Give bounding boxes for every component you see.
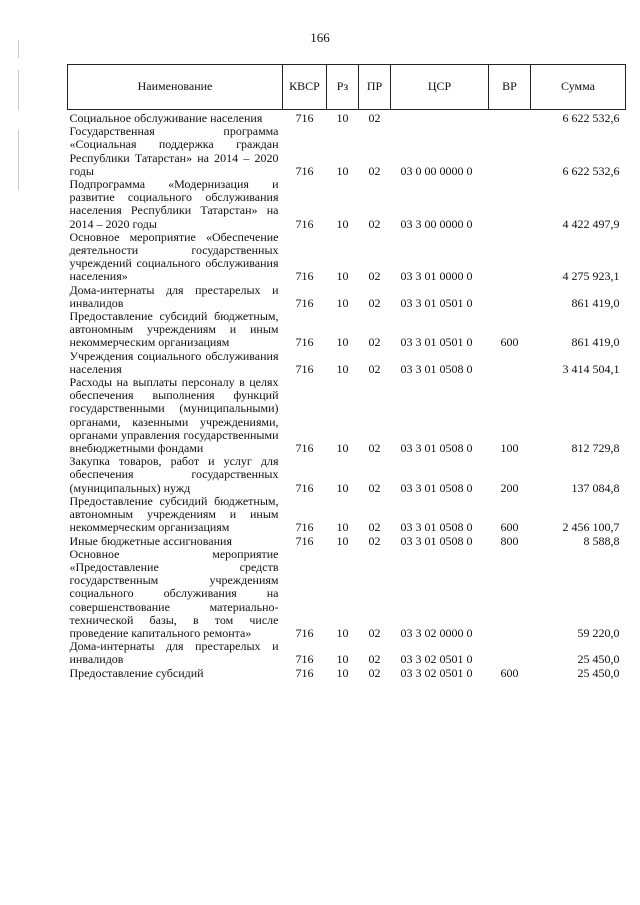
scan-mark xyxy=(18,130,19,190)
row-rz-cell: 10 xyxy=(336,625,349,640)
row-kvsr-cell: 716 xyxy=(295,520,314,535)
header-name: Наименование xyxy=(68,65,283,110)
table-row xyxy=(68,548,626,640)
row-rz-cell: 10 xyxy=(336,520,349,535)
row-sum-cell: 59 220,0 xyxy=(577,625,620,640)
row-name-cell: Социальное обслуживание населения xyxy=(69,111,263,125)
row-kvsr-cell: 716 xyxy=(295,163,314,178)
row-vr-cell xyxy=(489,640,531,666)
row-name-cell: Иные бюджетные ассигнования xyxy=(69,533,232,548)
row-csr-cell: 03 3 01 0508 0 xyxy=(400,533,473,548)
header-kvsr: КВСР xyxy=(283,65,327,110)
row-pr-cell: 02 xyxy=(368,269,381,284)
row-name-cell: Основное мероприятие «Обеспечение деятельности государственных учреждений социального обслуживания населения» xyxy=(69,229,279,284)
row-rz-cell: 10 xyxy=(336,480,349,495)
row-name-cell: Предоставление субсидий бюджетным, автономным учреждениям и иным некоммерческим организациям xyxy=(69,309,279,350)
row-sum-cell: 4 275 923,1 xyxy=(562,269,620,284)
row-csr-cell: 03 3 01 0508 0 xyxy=(400,520,473,535)
budget-table xyxy=(67,64,626,680)
row-kvsr-cell: 716 xyxy=(295,665,314,680)
row-kvsr-cell: 716 xyxy=(295,111,314,125)
row-name-cell: Закупка товаров, работ и услуг для обеспечения государственных (муниципальных) нужд xyxy=(69,454,279,495)
row-kvsr-cell: 716 xyxy=(295,441,314,456)
row-pr-cell: 02 xyxy=(368,625,381,640)
row-pr-cell: 02 xyxy=(368,480,381,495)
row-csr-cell: 03 3 01 0501 0 xyxy=(400,335,473,350)
row-rz-cell: 10 xyxy=(336,361,349,376)
row-pr-cell: 02 xyxy=(368,533,381,548)
row-vr-cell xyxy=(489,350,531,376)
row-vr-cell: 600 xyxy=(500,335,519,350)
row-pr-cell: 02 xyxy=(368,665,381,680)
row-pr-cell: 02 xyxy=(368,652,381,667)
row-vr-cell xyxy=(489,110,531,126)
row-pr-cell: 02 xyxy=(368,163,381,178)
row-vr-cell xyxy=(489,178,531,231)
row-name-cell: Учреждения социального обслуживания населения xyxy=(69,348,279,376)
row-sum-cell: 137 084,8 xyxy=(571,480,620,495)
row-csr-cell xyxy=(391,110,489,126)
row-sum-cell: 6 622 532,6 xyxy=(562,163,620,178)
row-csr-cell: 03 3 01 0000 0 xyxy=(400,269,473,284)
row-pr-cell: 02 xyxy=(368,216,381,231)
row-rz-cell: 10 xyxy=(336,163,349,178)
header-sum: Сумма xyxy=(531,65,626,110)
table-row xyxy=(68,310,626,350)
table-row xyxy=(68,535,626,548)
header-vr: ВР xyxy=(489,65,531,110)
row-rz-cell: 10 xyxy=(336,533,349,548)
row-vr-cell xyxy=(489,231,531,284)
row-sum-cell: 8 588,8 xyxy=(583,533,620,548)
row-name-cell: Расходы на выплаты персоналу в целях обеспечения выполнения функций государственными (муниципальными) органами, казенными учреждениями, органами управления государственными внебюджетными фондами xyxy=(69,375,279,456)
row-sum-cell: 861 419,0 xyxy=(571,295,620,310)
row-kvsr-cell: 716 xyxy=(295,216,314,231)
row-sum-cell: 812 729,8 xyxy=(571,441,620,456)
row-name-cell: Дома-интернаты для престарелых и инвалидов xyxy=(69,639,279,667)
row-rz-cell: 10 xyxy=(336,441,349,456)
row-csr-cell: 03 3 02 0501 0 xyxy=(400,665,473,680)
row-kvsr-cell: 716 xyxy=(295,625,314,640)
row-name-cell: Подпрограмма «Модернизация и развитие социального обслуживания населения Республики Татарстан» на 2014 – 2020 годы xyxy=(69,177,279,231)
row-pr-cell: 02 xyxy=(368,520,381,535)
row-sum-cell: 3 414 504,1 xyxy=(562,361,620,376)
row-csr-cell: 03 3 02 0501 0 xyxy=(400,652,473,667)
row-sum-cell: 6 622 532,6 xyxy=(562,111,620,125)
row-rz-cell: 10 xyxy=(336,216,349,231)
row-pr-cell: 02 xyxy=(368,441,381,456)
table-row xyxy=(68,350,626,376)
row-pr-cell: 02 xyxy=(368,111,381,125)
row-rz-cell: 10 xyxy=(336,665,349,680)
row-kvsr-cell: 716 xyxy=(295,652,314,667)
row-name-cell: Основное мероприятие «Предоставление средств государственным учреждениям социального обслуживания на совершенствование материально-технической базы, в том числе проведение капитального ремонта» xyxy=(69,546,279,640)
scan-mark xyxy=(18,40,19,58)
header-csr: ЦСР xyxy=(391,65,489,110)
row-vr-cell: 800 xyxy=(500,533,519,548)
row-csr-cell: 03 3 01 0508 0 xyxy=(400,480,473,495)
row-name-cell: Государственная программа «Социальная поддержка граждан Республики Татарстан» на 2014 – 2020 годы xyxy=(69,124,279,178)
row-name-cell: Предоставление субсидий бюджетным, автономным учреждениям и иным некоммерческим организациям xyxy=(69,493,279,535)
row-vr-cell xyxy=(489,548,531,640)
page-number: 166 xyxy=(310,30,330,45)
row-vr-cell: 600 xyxy=(500,520,519,535)
header-pr: ПР xyxy=(359,65,391,110)
table-row xyxy=(68,231,626,284)
row-sum-cell: 861 419,0 xyxy=(571,335,620,350)
row-kvsr-cell: 716 xyxy=(295,533,314,548)
row-pr-cell: 02 xyxy=(368,295,381,310)
table-row xyxy=(68,376,626,455)
row-kvsr-cell: 716 xyxy=(295,295,314,310)
row-vr-cell: 200 xyxy=(500,480,519,495)
row-kvsr-cell: 716 xyxy=(295,335,314,350)
row-rz-cell: 10 xyxy=(336,335,349,350)
table-header-row xyxy=(68,65,626,110)
row-vr-cell: 600 xyxy=(500,665,519,680)
row-name-cell: Предоставление субсидий xyxy=(69,665,204,680)
row-csr-cell: 03 3 01 0501 0 xyxy=(400,295,473,310)
row-vr-cell: 100 xyxy=(500,441,519,456)
table-row xyxy=(68,455,626,495)
row-vr-cell xyxy=(489,284,531,310)
row-csr-cell: 03 3 01 0508 0 xyxy=(400,361,473,376)
scan-mark xyxy=(18,70,19,110)
row-rz-cell: 10 xyxy=(336,652,349,667)
table-row xyxy=(68,110,626,126)
header-rz: Рз xyxy=(327,65,359,110)
table-row xyxy=(68,178,626,231)
row-kvsr-cell: 716 xyxy=(295,480,314,495)
row-pr-cell: 02 xyxy=(368,335,381,350)
row-csr-cell: 03 0 00 0000 0 xyxy=(400,163,473,178)
table-row xyxy=(68,667,626,680)
row-sum-cell: 25 450,0 xyxy=(577,665,620,680)
row-csr-cell: 03 3 00 0000 0 xyxy=(400,216,473,231)
row-sum-cell: 25 450,0 xyxy=(577,652,620,667)
row-csr-cell: 03 3 02 0000 0 xyxy=(400,625,473,640)
row-kvsr-cell: 716 xyxy=(295,361,314,376)
row-csr-cell: 03 3 01 0508 0 xyxy=(400,441,473,456)
row-sum-cell: 2 456 100,7 xyxy=(562,520,620,535)
row-rz-cell: 10 xyxy=(336,295,349,310)
row-rz-cell: 10 xyxy=(336,269,349,284)
table-body xyxy=(68,110,626,680)
row-name-cell: Дома-интернаты для престарелых и инвалидов xyxy=(69,282,279,310)
table-row xyxy=(68,495,626,535)
row-kvsr-cell: 716 xyxy=(295,269,314,284)
row-sum-cell: 4 422 497,9 xyxy=(562,216,620,231)
table-row xyxy=(68,640,626,666)
row-rz-cell: 10 xyxy=(336,111,349,125)
row-vr-cell xyxy=(489,125,531,178)
row-pr-cell: 02 xyxy=(368,361,381,376)
table-row xyxy=(68,125,626,178)
table-row xyxy=(68,284,626,310)
